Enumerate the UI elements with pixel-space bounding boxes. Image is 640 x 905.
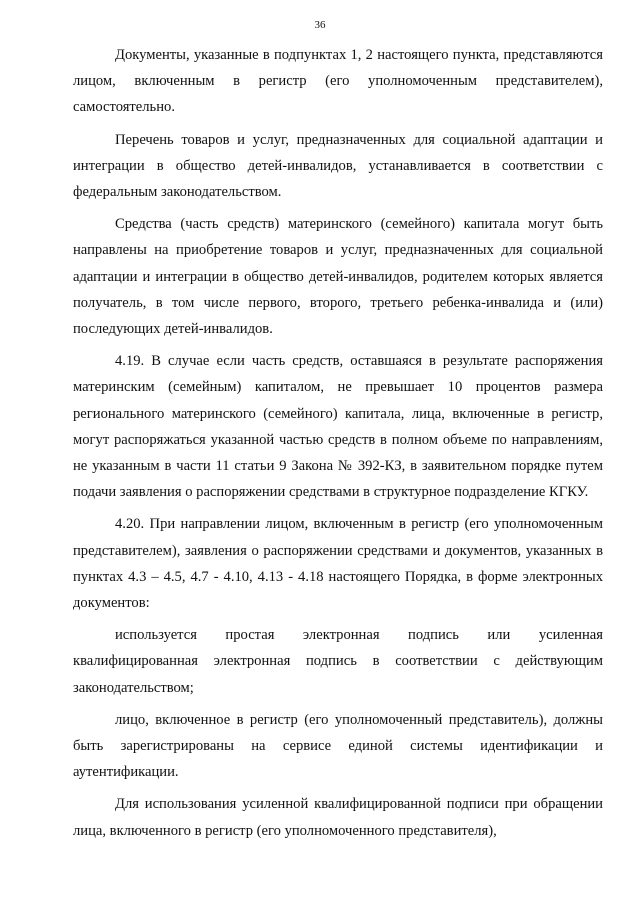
document-body [73, 42, 603, 850]
paragraph-section-4-19: 4.19. В случае если часть средств, оставшаяся в результате распоряжения материнским (семейным) капиталом, не превышает 10 процентов размера регионального материнского (семейного) капитала, лица, включенные в регистр, могут распоряжаться указанной частью средств в полном объеме по направлениям, не указанным в части 11 статьи 9 Закона № 392-КЗ, в заявительном порядке путем подачи заявления о распоряжении средствами в структурное подразделение КГКУ. [73, 353, 603, 501]
paragraph-qualified-signature: Для использования усиленной квалифицированной подписи при обращении лица, включенного в регистр (его уполномоченного представителя), [73, 796, 603, 839]
page-number: 36 [314, 19, 326, 31]
paragraph-goods-list: Перечень товаров и услуг, предназначенных для социальной адаптации и интеграции в общество детей-инвалидов, устанавливается в соответствии с федеральным законодательством. [73, 131, 603, 201]
paragraph-electronic-signature: используется простая электронная подпись или усиленная квалифицированная электронная подпись в соответствии с действующим законодательством; [73, 627, 603, 696]
paragraph-registration-requirement: лицо, включенное в регистр (его уполномоченный представитель), должны быть зарегистрированы на сервисе единой системы идентификации и аутентификации. [73, 711, 603, 781]
paragraph-section-4-20: 4.20. При направлении лицом, включенным в регистр (его уполномоченным представителем), заявления о распоряжении средствами и документов, указанных в пунктах 4.3 – 4.5, 4.7 - 4.10, 4.13 - 4.18 настоящего Порядка, в форме электронных документов: [73, 516, 603, 612]
paragraph-documents-submission: Документы, указанные в подпунктах 1, 2 настоящего пункта, представляются лицом, включенным в регистр (его уполномоченным представителем), самостоятельно. [73, 47, 603, 116]
paragraph-capital-funds: Средства (часть средств) материнского (семейного) капитала могут быть направлены на приобретение товаров и услуг, предназначенных для социальной адаптации и интеграции в общество детей-инвалидов, родителем которых является получатель, в том числе первого, второго, третьего ребенка-инвалида и (или) последующих детей-инвалидов. [73, 216, 603, 338]
